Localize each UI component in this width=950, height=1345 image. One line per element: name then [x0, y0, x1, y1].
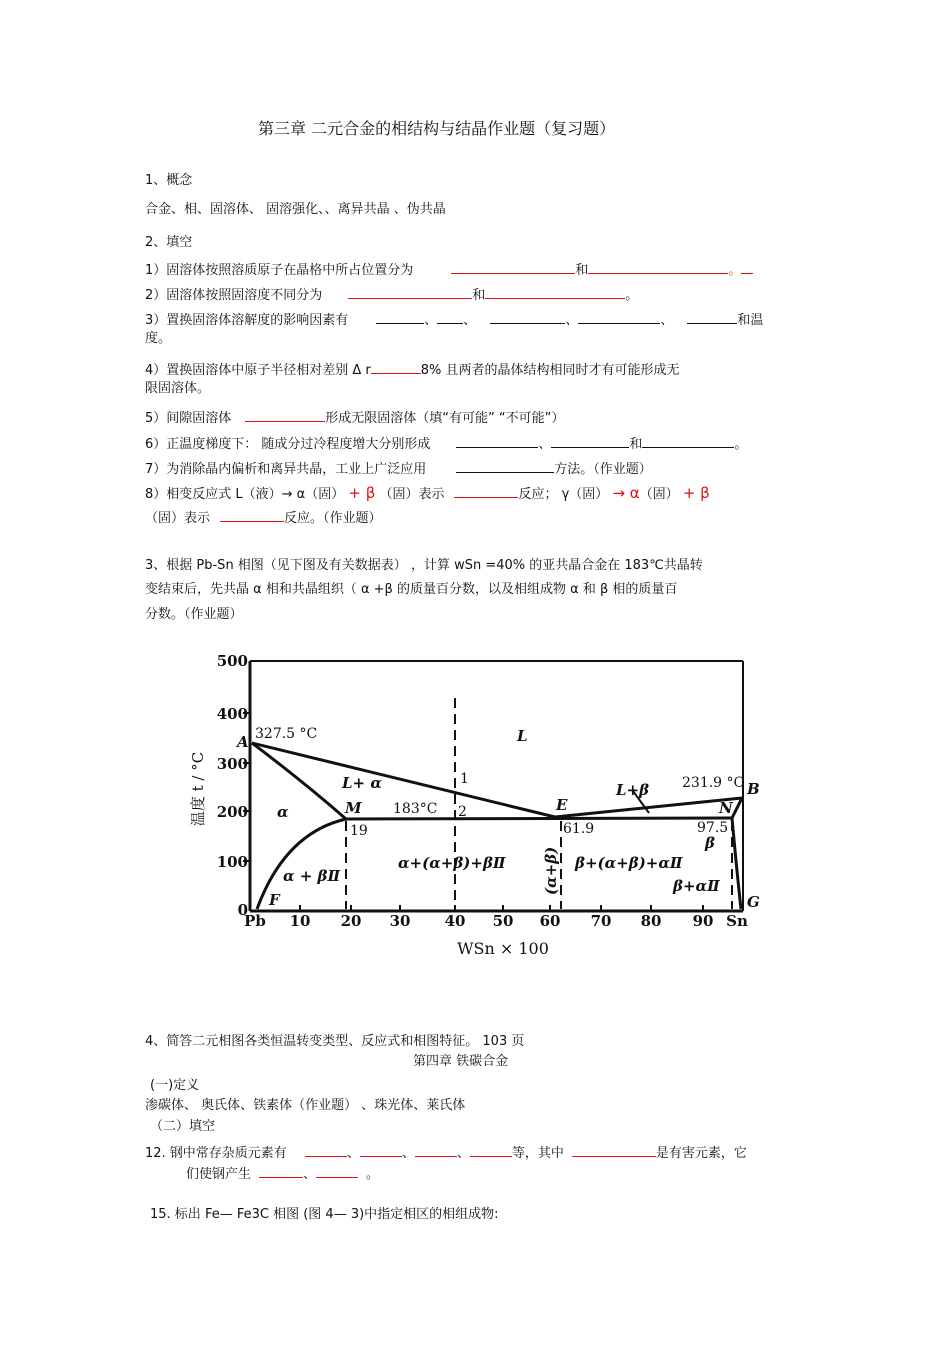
eutectic-line: [346, 818, 732, 819]
pb-label: Pb: [244, 912, 266, 930]
region-beta-alpha-ii: β+αⅡ: [673, 877, 720, 895]
answer-blank[interactable]: [348, 284, 472, 299]
answer-blank[interactable]: [456, 458, 554, 473]
x-axis-label: WSn × 100: [457, 939, 549, 958]
answer-blank[interactable]: [376, 309, 424, 324]
x-tick-label: 30: [389, 912, 411, 930]
region-alpha: α: [277, 803, 289, 821]
answer-blank[interactable]: [220, 507, 284, 522]
section1-heading: 1、概念: [145, 173, 193, 188]
answer-blank[interactable]: [578, 309, 660, 324]
question-7: 7）为消除晶内偏析和离异共晶，工业上广泛应用 方法。（作业题）: [145, 458, 652, 479]
answer-blank[interactable]: [687, 309, 737, 324]
question-6: 6）正温度梯度下： 随成分过冷程度增大分别形成 、 和 。: [145, 433, 747, 454]
answer-blank[interactable]: [456, 433, 538, 448]
question-12-cont: 们使钢产生 、 。: [186, 1163, 379, 1184]
answer-blank[interactable]: [572, 1142, 656, 1157]
answer-blank[interactable]: [371, 359, 421, 374]
point-e-label: E: [556, 796, 568, 814]
sn-label: Sn: [726, 912, 748, 930]
region-liquid: L: [517, 727, 528, 745]
y-tick-label: 0: [237, 901, 248, 919]
region-beta: β: [705, 834, 715, 852]
section2-heading: 2、填空: [145, 235, 193, 250]
temp-a-label: 327.5 °C: [255, 726, 318, 742]
point-a-label: A: [237, 733, 249, 751]
chapter3-title: 第三章 二元合金的相结构与结晶作业题（复习题）: [258, 119, 616, 138]
section3-line1: 3、根据 Pb-Sn 相图（见下图及有关数据表） ，计算 wSn =40% 的亚共晶合金在 183℃共晶转: [145, 558, 703, 573]
pb-sn-phase-diagram: [185, 643, 775, 968]
question-15: 15. 标出 Fe— Fe3C 相图 (图 4— 3)中指定相区的相组成物:: [150, 1207, 499, 1222]
point-b-label: B: [747, 780, 760, 798]
section3-line2: 变结束后，先共晶 α 相和共晶组织（ α +β 的质量百分数，以及相组成物 α 和 β 相的质量百: [145, 582, 678, 597]
y-tick-label: 300: [216, 755, 248, 773]
answer-blank[interactable]: [642, 433, 734, 448]
definition-terms: 渗碳体、 奥氏体、铁素体（作业题） 、珠光体、莱氏体: [145, 1098, 466, 1113]
y-tick-label: 100: [216, 853, 248, 871]
question-1: 1）固溶体按照溶质原子在晶格中所占位置分为 和 。: [145, 259, 753, 280]
section1-terms: 合金、相、固溶体、 固溶强化、、离异共晶 、伪共晶: [145, 202, 446, 217]
x-tick-label: 80: [640, 912, 662, 930]
answer-blank[interactable]: [470, 1142, 512, 1157]
handwritten-answer: → α: [612, 484, 640, 502]
point-n-label: N: [719, 799, 733, 817]
x-tick-label: 20: [340, 912, 362, 930]
y-tick-label: 200: [216, 803, 248, 821]
temp-e-label: 183°C: [393, 801, 438, 817]
handwritten-answer: + β: [682, 484, 710, 502]
region-eutectic: (α+β): [542, 846, 560, 895]
mark-1: 1: [460, 771, 469, 787]
answer-blank[interactable]: [485, 284, 625, 299]
question-3: 3）置换固溶体溶解度的影响因素有 、 、 、 、 和温: [145, 309, 763, 330]
question-8-cont: （固）表示 反应。（作业题）: [145, 507, 382, 528]
handwritten-answer: + β: [348, 484, 376, 502]
comp-e-label: 61.9: [563, 821, 595, 837]
region-hypoeutectic: α+(α+β)+βⅡ: [398, 854, 506, 872]
answer-blank[interactable]: [360, 1142, 402, 1157]
y-tick-label: 400: [216, 705, 248, 723]
answer-blank[interactable]: [305, 1142, 347, 1157]
y-axis-label: 温度 t / °C: [189, 751, 207, 827]
mark-2: 2: [458, 804, 467, 820]
temp-b-label: 231.9 °C: [682, 775, 745, 791]
answer-blank[interactable]: [415, 1142, 457, 1157]
x-tick-label: 50: [492, 912, 514, 930]
question-3-cont: 度。: [145, 331, 172, 346]
question-8: 8）相变反应式 L（液）→ α（固） + β （固）表示 反应； γ（固） → α（固） + β: [145, 484, 710, 502]
x-tick-label: 60: [539, 912, 561, 930]
solvus-right: [732, 818, 741, 909]
answer-blank[interactable]: [490, 309, 565, 324]
answer-blank[interactable]: [741, 259, 753, 274]
region-l-beta: L+β: [616, 781, 650, 799]
liquidus-right: [555, 798, 742, 817]
question-4-cont: 限固溶体。: [145, 381, 211, 396]
point-g-label: G: [747, 893, 760, 911]
question-2: 2）固溶体按照固溶度不同分为 和 。: [145, 284, 638, 305]
question-4: 4）置换固溶体中原子半径相对差别 Δ r 8% 且两者的晶体结构相同时才有可能形成无: [145, 359, 680, 380]
solidus-right: [732, 798, 742, 818]
y-tick-label: 500: [216, 652, 248, 670]
point-m-label: M: [345, 799, 362, 817]
answer-blank[interactable]: [245, 407, 325, 422]
chapter4-title: 第四章 铁碳合金: [413, 1054, 509, 1069]
answer-blank[interactable]: [316, 1163, 358, 1178]
region-alpha-beta-ii: α + βⅡ: [283, 867, 341, 885]
answer-blank[interactable]: [551, 433, 629, 448]
x-tick-label: 40: [444, 912, 466, 930]
region-hypereutectic: β+(α+β)+αⅡ: [575, 854, 683, 872]
x-tick-label: 90: [692, 912, 714, 930]
section4-question: 4、简答二元相图各类恒温转变类型、反应式和相图特征。 103 页: [145, 1034, 525, 1049]
answer-blank[interactable]: [451, 259, 575, 274]
region-l-alpha: L+ α: [342, 774, 382, 792]
answer-blank[interactable]: [454, 483, 518, 498]
question-5: 5）间隙固溶体 形成无限固溶体（填“有可能” “不可能”）: [145, 407, 564, 428]
answer-blank[interactable]: [437, 309, 463, 324]
answer-blank[interactable]: [259, 1163, 303, 1178]
x-tick-label: 70: [590, 912, 612, 930]
point-f-label: F: [269, 891, 280, 909]
section3-line3: 分数。（作业题）: [145, 607, 243, 622]
question-12: 12. 钢中常存杂质元素有 、 、 、 等，其中 是有害元素，它: [145, 1142, 747, 1163]
fill-in-heading: （二）填空: [150, 1119, 216, 1134]
comp-m-label: 19: [350, 823, 368, 839]
definition-heading: (一)定义: [150, 1078, 200, 1093]
x-tick-label: 10: [289, 912, 311, 930]
answer-blank[interactable]: [588, 259, 728, 274]
comp-n-label: 97.5: [697, 820, 729, 836]
